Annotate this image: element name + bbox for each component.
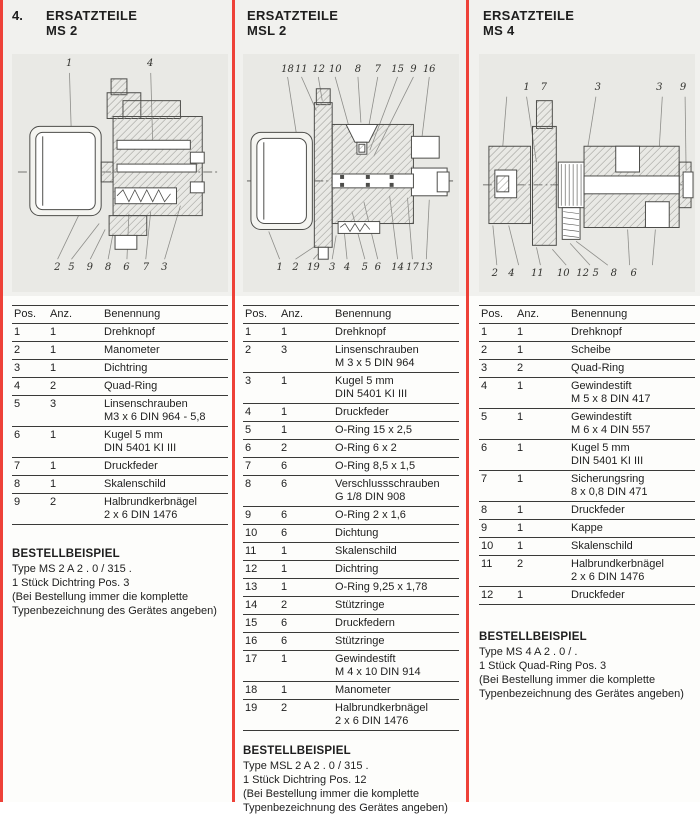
- cell-anz: 6: [279, 476, 333, 507]
- order-example-line: 1 Stück Dichtring Pos. 12: [243, 774, 367, 786]
- cell-benennung: Druckfeder: [102, 458, 228, 476]
- order-example: [479, 630, 695, 701]
- table-row: [479, 502, 695, 520]
- cell-anz: 6: [279, 633, 333, 651]
- cell-pos: 1: [12, 324, 48, 342]
- order-example-line: 1 Stück Dichtring Pos. 3: [12, 577, 130, 589]
- cell-anz: 1: [515, 538, 569, 556]
- table-row: [479, 409, 695, 440]
- parts-table-body: [479, 324, 695, 605]
- technical-drawing: [12, 54, 228, 292]
- cell-pos: 10: [243, 525, 279, 543]
- callout-label: 1: [66, 58, 73, 69]
- callout-label: 4: [508, 268, 515, 279]
- cell-anz: 1: [48, 342, 102, 360]
- table-row: [243, 543, 459, 561]
- callout-label: 5: [68, 262, 75, 273]
- cell-anz: 2: [279, 440, 333, 458]
- cell-benennung: Skalenschild: [102, 476, 228, 494]
- callout-label: 3: [161, 262, 168, 273]
- cell-anz: 1: [515, 587, 569, 605]
- column-header: [243, 0, 459, 38]
- column-title: ERSATZTEILE: [483, 8, 575, 23]
- column-title: ERSATZTEILE: [46, 8, 138, 23]
- cell-anz: 1: [48, 324, 102, 342]
- callout-label: 16: [422, 64, 436, 75]
- callout-label: 19: [307, 262, 320, 273]
- cell-pos: 5: [479, 409, 515, 440]
- cross-section-diagram-msl2: [243, 54, 459, 292]
- callout-label: 6: [630, 268, 637, 279]
- cell-benennung: Verschlussschrauben G 1/8 DIN 908: [333, 476, 459, 507]
- table-header-row: [243, 306, 459, 324]
- cell-pos: 15: [243, 615, 279, 633]
- cell-pos: 8: [243, 476, 279, 507]
- order-example-line: Type MS 4 A 2 . 0 / .: [479, 646, 578, 658]
- cell-pos: 9: [479, 520, 515, 538]
- callout-label: 11: [294, 64, 308, 75]
- cell-benennung: Kappe: [569, 520, 695, 538]
- cell-pos: 11: [479, 556, 515, 587]
- cell-benennung: Halbrundkerbnägel 2 x 6 DIN 1476: [333, 700, 459, 731]
- table-row: [243, 342, 459, 373]
- table-row: [12, 360, 228, 378]
- callout-label: 15: [391, 64, 405, 75]
- red-divider-rule: [0, 0, 3, 802]
- cell-anz: 1: [279, 422, 333, 440]
- order-example-heading: BESTELLBEISPIEL: [12, 548, 120, 560]
- table-row: [243, 700, 459, 731]
- order-example-line: Type MSL 2 A 2 . 0 / 315 .: [243, 760, 369, 772]
- cell-anz: 6: [279, 458, 333, 476]
- cell-pos: 5: [243, 422, 279, 440]
- cell-pos: 17: [243, 651, 279, 682]
- table-row: [243, 597, 459, 615]
- order-example-line: (Bei Bestellung immer die komplette: [12, 591, 189, 603]
- table-row: [479, 342, 695, 360]
- cell-benennung: Gewindestift M 6 x 4 DIN 557: [569, 409, 695, 440]
- cell-anz: 1: [515, 324, 569, 342]
- cell-anz: 1: [279, 373, 333, 404]
- cell-benennung: Manometer: [333, 682, 459, 700]
- table-row: [243, 324, 459, 342]
- callout-label: 5: [361, 262, 368, 273]
- cell-pos: 14: [243, 597, 279, 615]
- callout-label: 9: [86, 262, 93, 273]
- cell-benennung: Dichtring: [333, 561, 459, 579]
- callout-label: 14: [391, 262, 405, 273]
- callout-label: 3: [656, 82, 663, 93]
- column-header: [479, 0, 695, 38]
- cell-pos: 2: [12, 342, 48, 360]
- callout-label: 8: [104, 262, 112, 273]
- cell-anz: 1: [279, 324, 333, 342]
- cell-anz: 6: [279, 507, 333, 525]
- cell-benennung: Drehknopf: [333, 324, 459, 342]
- callout-label: 1: [276, 262, 283, 273]
- table-row: [243, 633, 459, 651]
- cell-benennung: Quad-Ring: [102, 378, 228, 396]
- cell-benennung: O-Ring 6 x 2: [333, 440, 459, 458]
- header-benennung: Benennung: [102, 306, 228, 324]
- table-row: [243, 440, 459, 458]
- cell-anz: 1: [279, 561, 333, 579]
- cell-anz: 2: [48, 494, 102, 525]
- order-example-line: (Bei Bestellung immer die komplette: [243, 788, 420, 800]
- cell-pos: 7: [12, 458, 48, 476]
- column-title: ERSATZTEILE: [247, 8, 339, 23]
- header-pos: Pos.: [243, 306, 279, 324]
- cell-pos: 9: [12, 494, 48, 525]
- parts-table: [243, 305, 459, 731]
- cell-benennung: Halbrundkerbnägel 2 x 6 DIN 1476: [102, 494, 228, 525]
- cell-anz: 6: [279, 525, 333, 543]
- cell-benennung: Kugel 5 mm DIN 5401 KI III: [333, 373, 459, 404]
- cell-anz: 2: [279, 700, 333, 731]
- table-header-row: [12, 306, 228, 324]
- table-row: [12, 378, 228, 396]
- table-row: [243, 682, 459, 700]
- cell-anz: 1: [515, 409, 569, 440]
- order-example-heading: BESTELLBEISPIEL: [479, 631, 587, 643]
- cell-anz: 1: [48, 476, 102, 494]
- cross-section-diagram-ms4: [479, 54, 695, 292]
- cell-anz: 1: [279, 682, 333, 700]
- cell-pos: 11: [243, 543, 279, 561]
- header-benennung: Benennung: [333, 306, 459, 324]
- cell-pos: 6: [479, 440, 515, 471]
- table-row: [243, 615, 459, 633]
- cell-anz: 1: [48, 458, 102, 476]
- callout-label: 17: [405, 262, 419, 273]
- cell-pos: 18: [243, 682, 279, 700]
- callout-label: 6: [374, 262, 381, 273]
- table-row: [479, 587, 695, 605]
- callout-label: 18: [281, 64, 294, 75]
- cross-section-diagram-ms2: [12, 54, 228, 292]
- table-row: [243, 525, 459, 543]
- callout-label: 7: [540, 82, 547, 93]
- cell-anz: 2: [515, 360, 569, 378]
- table-row: [12, 476, 228, 494]
- table-row: [479, 324, 695, 342]
- cell-anz: 2: [515, 556, 569, 587]
- order-example: [243, 744, 459, 815]
- header-anz: Anz.: [515, 306, 569, 324]
- technical-drawing: [243, 54, 459, 292]
- table-row: [12, 458, 228, 476]
- table-row: [12, 342, 228, 360]
- cell-benennung: Halbrundkerbnägel 2 x 6 DIN 1476: [569, 556, 695, 587]
- cell-benennung: Kugel 5 mm DIN 5401 KI III: [102, 427, 228, 458]
- cell-benennung: O-Ring 15 x 2,5: [333, 422, 459, 440]
- cell-pos: 12: [243, 561, 279, 579]
- cell-anz: 2: [279, 597, 333, 615]
- order-example-line: (Bei Bestellung immer die komplette: [479, 674, 656, 686]
- column-subtitle: MSL 2: [247, 23, 287, 38]
- header-anz: Anz.: [279, 306, 333, 324]
- cell-pos: 3: [479, 360, 515, 378]
- cell-pos: 5: [12, 396, 48, 427]
- cell-anz: 3: [48, 396, 102, 427]
- table-row: [243, 579, 459, 597]
- table-row: [12, 427, 228, 458]
- cell-anz: 2: [48, 378, 102, 396]
- callout-label: 10: [328, 64, 342, 75]
- cell-pos: 6: [12, 427, 48, 458]
- order-example-line: Typenbezeichnung des Gerätes angeben): [479, 688, 684, 700]
- column-subtitle: MS 2: [46, 23, 78, 38]
- table-row: [479, 556, 695, 587]
- cell-benennung: O-Ring 8,5 x 1,5: [333, 458, 459, 476]
- callout-label: 10: [556, 268, 570, 279]
- order-example-line: 1 Stück Quad-Ring Pos. 3: [479, 660, 607, 672]
- cell-pos: 4: [12, 378, 48, 396]
- cell-benennung: Manometer: [102, 342, 228, 360]
- table-row: [479, 440, 695, 471]
- order-example-line: Typenbezeichnung des Gerätes angeben): [243, 802, 448, 814]
- callout-label: 1: [523, 82, 530, 93]
- callout-label: 12: [576, 268, 590, 279]
- cell-anz: 1: [279, 404, 333, 422]
- header-pos: Pos.: [12, 306, 48, 324]
- cell-pos: 1: [479, 324, 515, 342]
- callout-label: 13: [420, 262, 433, 273]
- table-row: [243, 476, 459, 507]
- table-row: [243, 373, 459, 404]
- callout-label: 4: [147, 58, 154, 69]
- callout-label: 7: [142, 262, 150, 273]
- callout-label: 3: [594, 82, 601, 93]
- callout-label: 5: [592, 268, 599, 279]
- cell-benennung: Drehknopf: [102, 324, 228, 342]
- table-row: [243, 561, 459, 579]
- section-number: 4.: [12, 8, 23, 23]
- cell-pos: 9: [243, 507, 279, 525]
- cell-benennung: Druckfedern: [333, 615, 459, 633]
- cell-pos: 16: [243, 633, 279, 651]
- cell-pos: 12: [479, 587, 515, 605]
- cell-anz: 1: [515, 520, 569, 538]
- callout-label: 4: [343, 262, 351, 273]
- cell-benennung: Druckfeder: [569, 502, 695, 520]
- cell-benennung: O-Ring 2 x 1,6: [333, 507, 459, 525]
- cell-benennung: Druckfeder: [569, 587, 695, 605]
- table-row: [479, 378, 695, 409]
- table-row: [12, 324, 228, 342]
- cell-pos: 4: [243, 404, 279, 422]
- cell-pos: 1: [243, 324, 279, 342]
- cell-benennung: Gewindestift M 4 x 10 DIN 914: [333, 651, 459, 682]
- cell-pos: 7: [243, 458, 279, 476]
- parts-table-body: [243, 324, 459, 731]
- cell-benennung: Quad-Ring: [569, 360, 695, 378]
- callout-label: 7: [374, 64, 381, 75]
- header-benennung: Benennung: [569, 306, 695, 324]
- red-divider-rule: [466, 0, 469, 802]
- cell-pos: 7: [479, 471, 515, 502]
- parts-table: [12, 305, 228, 525]
- header-pos: Pos.: [479, 306, 515, 324]
- callout-label: 2: [54, 262, 61, 273]
- callout-label: 3: [329, 262, 336, 273]
- callout-label: 11: [530, 268, 544, 279]
- cell-benennung: Stützringe: [333, 597, 459, 615]
- cell-benennung: Stützringe: [333, 633, 459, 651]
- callout-label: 2: [292, 262, 299, 273]
- cell-anz: 1: [515, 342, 569, 360]
- cell-benennung: Skalenschild: [333, 543, 459, 561]
- column-ms2: [12, 0, 228, 618]
- cell-anz: 1: [515, 440, 569, 471]
- table-row: [12, 494, 228, 525]
- table-row: [243, 651, 459, 682]
- parts-table: [479, 305, 695, 605]
- cell-anz: 1: [48, 427, 102, 458]
- cell-anz: 1: [515, 471, 569, 502]
- table-row: [479, 360, 695, 378]
- table-row: [243, 422, 459, 440]
- technical-drawing: [479, 54, 695, 292]
- header-anz: Anz.: [48, 306, 102, 324]
- parts-table-body: [12, 324, 228, 525]
- cell-benennung: Linsenschrauben M 3 x 5 DIN 964: [333, 342, 459, 373]
- cell-pos: 3: [243, 373, 279, 404]
- callout-label: 2: [491, 268, 498, 279]
- cell-anz: 1: [48, 360, 102, 378]
- cell-anz: 1: [515, 378, 569, 409]
- order-example-heading: BESTELLBEISPIEL: [243, 745, 351, 757]
- column-subtitle: MS 4: [483, 23, 515, 38]
- callout-label: 6: [123, 262, 130, 273]
- table-row: [479, 538, 695, 556]
- cell-anz: 1: [279, 579, 333, 597]
- cell-benennung: O-Ring 9,25 x 1,78: [333, 579, 459, 597]
- cell-anz: 1: [279, 651, 333, 682]
- column-msl2: [243, 0, 459, 815]
- cell-benennung: Linsenschrauben M3 x 6 DIN 964 - 5,8: [102, 396, 228, 427]
- table-row: [12, 396, 228, 427]
- cell-anz: 6: [279, 615, 333, 633]
- cell-anz: 1: [515, 502, 569, 520]
- cell-pos: 3: [12, 360, 48, 378]
- cell-benennung: Drehknopf: [569, 324, 695, 342]
- cell-pos: 2: [479, 342, 515, 360]
- callout-label: 9: [679, 82, 687, 93]
- table-row: [479, 520, 695, 538]
- order-example-line: Type MS 2 A 2 . 0 / 315 .: [12, 563, 132, 575]
- cell-benennung: Sicherungsring 8 x 0,8 DIN 471: [569, 471, 695, 502]
- cell-pos: 2: [243, 342, 279, 373]
- cell-pos: 8: [12, 476, 48, 494]
- cell-pos: 19: [243, 700, 279, 731]
- order-example: [12, 547, 228, 618]
- table-row: [243, 404, 459, 422]
- table-row: [479, 471, 695, 502]
- cell-benennung: Gewindestift M 5 x 8 DIN 417: [569, 378, 695, 409]
- cell-benennung: Skalenschild: [569, 538, 695, 556]
- callout-label: 9: [410, 64, 417, 75]
- cell-pos: 8: [479, 502, 515, 520]
- cell-pos: 13: [243, 579, 279, 597]
- table-row: [243, 507, 459, 525]
- cell-pos: 4: [479, 378, 515, 409]
- cell-benennung: Kugel 5 mm DIN 5401 KI III: [569, 440, 695, 471]
- cell-pos: 6: [243, 440, 279, 458]
- column-header: [12, 0, 228, 38]
- cell-pos: 10: [479, 538, 515, 556]
- cell-anz: 3: [279, 342, 333, 373]
- table-header-row: [479, 306, 695, 324]
- callout-label: 8: [610, 268, 617, 279]
- cell-benennung: Druckfeder: [333, 404, 459, 422]
- table-row: [243, 458, 459, 476]
- red-divider-rule: [232, 0, 235, 802]
- order-example-line: Typenbezeichnung des Gerätes angeben): [12, 605, 217, 617]
- callout-label: 8: [354, 64, 362, 75]
- callout-label: 12: [312, 64, 325, 75]
- cell-benennung: Scheibe: [569, 342, 695, 360]
- column-ms4: [479, 0, 695, 701]
- cell-anz: 1: [279, 543, 333, 561]
- cell-benennung: Dichtung: [333, 525, 459, 543]
- cell-benennung: Dichtring: [102, 360, 228, 378]
